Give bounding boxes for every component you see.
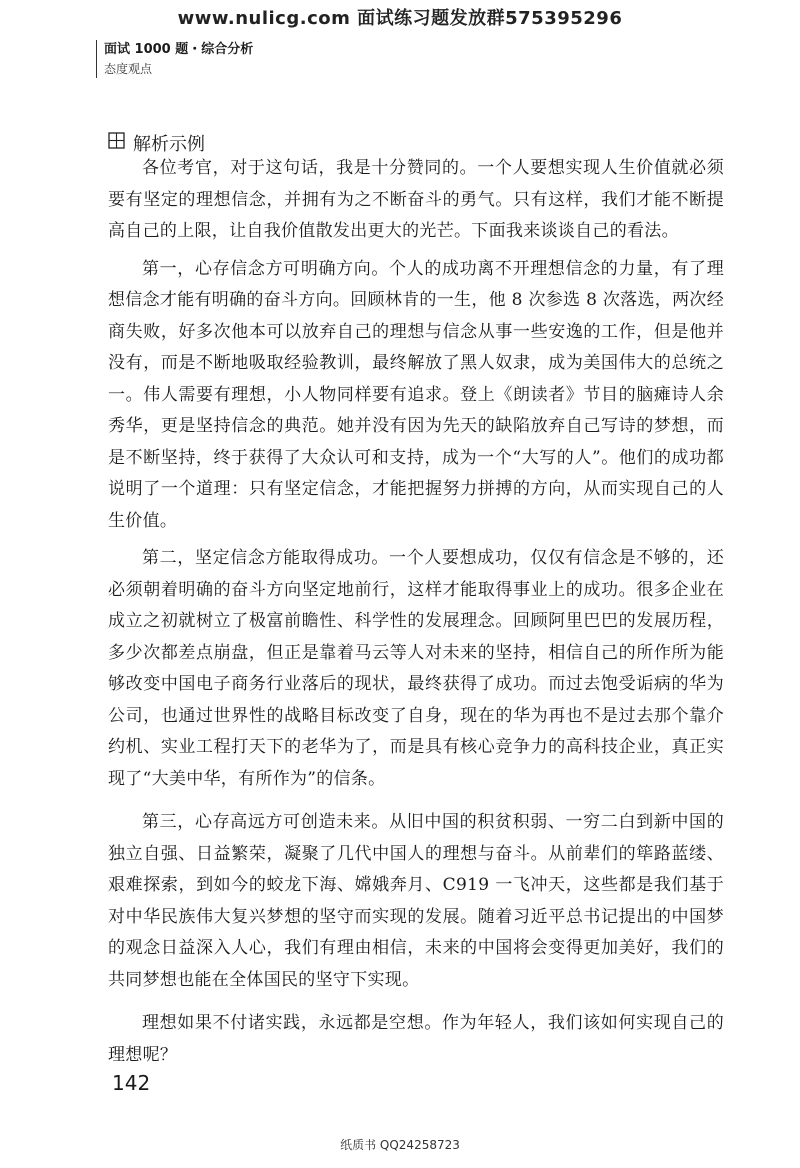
- top-watermark: www.nulicg.com 面试练习题发放群575395296: [177, 8, 623, 29]
- paragraph-intro: 各位考官，对于这句话，我是十分赞同的。一个人要想实现人生价值就必须要有坚定的理想信念，并拥有为之不断奋斗的勇气。只有这样，我们才能不断提高自己的上限，让自我价值散发出更大的光芒。下面我来谈谈自己的看法。: [108, 158, 724, 241]
- paragraph-point-3: 第三，心存高远方可创造未来。从旧中国的积贫积弱、一穷二白到新中国的独立自强、日益繁荣，凝聚了几代中国人的理想与奋斗。从前辈们的筚路蓝缕、艰难探索，到如今的蛟龙下海、嫦娥奔月、C919 一飞冲天，这些都是我们基于对中华民族伟大复兴梦想的坚守而实现的发展。随着习近平总书记提出的中国梦的观念日益深入人心，我们有理由相信，未来的中国将会变得更加美好，我们的共同梦想也能在全体国民的坚守下实现。: [108, 812, 724, 990]
- book-series-title: 面试 1000 题・综合分析: [104, 42, 254, 57]
- bottom-watermark: 纸质书 QQ24258723: [340, 1138, 460, 1152]
- paragraph-conclusion: 理想如果不付诸实践，永远都是空想。作为年轻人，我们该如何实现自己的理想呢？: [108, 1013, 724, 1065]
- section-title: 解析示例: [133, 134, 205, 155]
- paragraph-point-2: 第二，坚定信念方能取得成功。一个人要想成功，仅仅有信念是不够的，还必须朝着明确的奋斗方向坚定地前行，这样才能取得事业上的成功。很多企业在成立之初就树立了极富前瞻性、科学性的发展理念。回顾阿里巴巴的发展历程，多少次都差点崩盘，但正是靠着马云等人对未来的坚持，相信自己的所作所为能够改变中国电子商务行业落后的现状，最终获得了成功。而过去饱受诟病的华为公司，也通过世界性的战略目标改变了自身，现在的华为再也不是过去那个靠介约机、实业工程打天下的老华为了，而是具有核心竞争力的高科技企业，真正实现了“大美中华，有所作为”的信条。: [108, 548, 724, 789]
- chapter-title: 态度观点: [104, 62, 153, 76]
- article-body: [108, 153, 724, 1077]
- running-header: [96, 40, 253, 78]
- paragraph-point-1: 第一，心存信念方可明确方向。个人的成功离不开理想信念的力量，有了理想信念才能有明确的奋斗方向。回顾林肯的一生，他 8 次参选 8 次落选，两次经商失败，好多次他本可以放弃自己的理想与信念从事一些安逸的工作，但是他并没有，而是不断地吸取经验教训，最终解放了黑人奴隶，成为美国伟大的总统之一。伟人需要有理想，小人物同样要有追求。登上《朗读者》节目的脑瘫诗人余秀华，更是坚持信念的典范。她并没有因为先天的缺陷放弃自己写诗的梦想，而是不断坚持，终于获得了大众认可和支持，成为一个“大写的人”。他们的成功都说明了一个道理：只有坚定信念，才能把握努力拼搏的方向，从而实现自己的人生价值。: [108, 258, 724, 531]
- page-number: 142: [112, 1071, 151, 1095]
- grid-icon: [108, 132, 133, 154]
